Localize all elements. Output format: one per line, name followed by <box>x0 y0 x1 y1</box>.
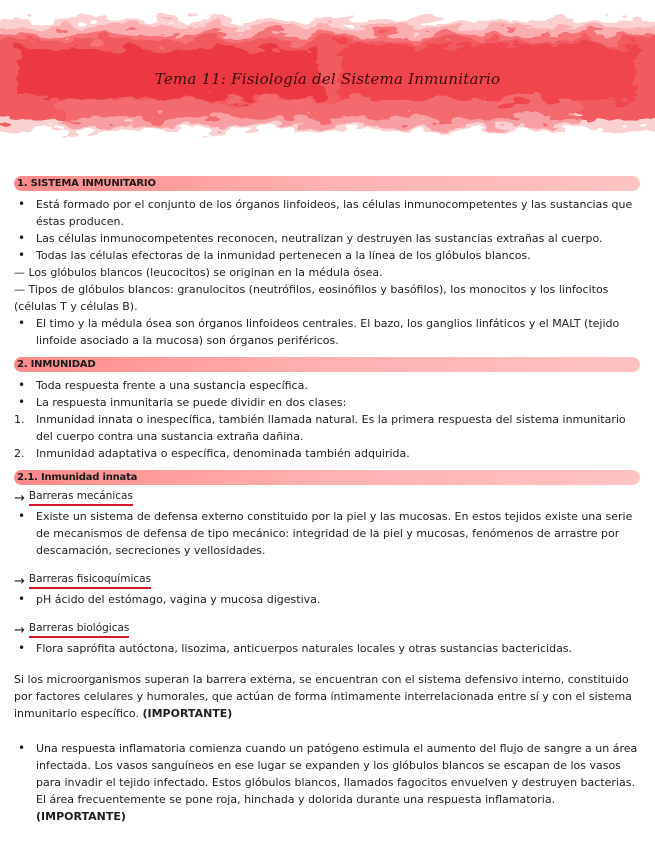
subheading-label: Barreras biológicas <box>29 622 129 638</box>
bullet-list <box>14 591 640 608</box>
list-item: • pH ácido del estómago, vagina y mucosa digestiva. <box>14 591 640 608</box>
dash-line: — Tipos de glóbulos blancos: granulocitos (neutrófilos, eosinófilos y basófilos), los monocitos y los linfocitos (células T y células B). <box>14 283 609 313</box>
list-item: • Flora saprófita autóctona, lisozima, anticuerpos naturales locales y otras sustancias bactericidas. <box>14 640 640 657</box>
bullet-list <box>14 640 640 657</box>
paragraph-defensa-interna <box>14 671 640 722</box>
bullet-list <box>14 740 640 825</box>
item-text: Una respuesta inflamatoria comienza cuando un patógeno estimula el aumento del flujo de sangre a un área infectada. Los vasos sanguíneos en ese lugar se expanden y los glóbulos blancos se escapan de los vasos para invadir el tejido infectado. Estos glóbulos blancos, llamados fagocitos envuelven y destruyen bacterias. El área frecuentemente se pone roja, hinchada y dolorida durante una respuesta inflamatoria. <box>36 742 638 806</box>
section-header-inmunidad <box>14 357 640 372</box>
list-item: • Está formado por el conjunto de los órganos linfoideos, las células inmunocompetentes y las sustancias que éstas producen. <box>14 196 640 230</box>
list-item: • Existe un sistema de defensa externo constituido por la piel y las mucosas. En estos tejidos existe una serie de mecanismos de defensa de tipo mecánico: integridad de la piel y mucosas, fenómenos de arrastre por descamación, secreciones y vellosidades. <box>14 508 640 559</box>
important-tag: (IMPORTANTE) <box>142 707 233 720</box>
document-body <box>14 176 640 825</box>
important-tag: (IMPORTANTE) <box>36 810 126 823</box>
item-text: Inmunidad adaptativa o específica, denominada también adquirida. <box>36 447 410 460</box>
item-number: 2. <box>14 447 25 460</box>
item-number: 1. <box>14 413 25 426</box>
numbered-item <box>14 411 640 445</box>
list-item: • La respuesta inmunitaria se puede dividir en dos clases: <box>14 394 640 411</box>
section-title: 2. INMUNIDAD <box>17 359 96 370</box>
bullet-list <box>14 508 640 559</box>
list-item: • Las células inmunocompetentes reconocen, neutralizan y destruyen las sustancias extrañas al cuerpo. <box>14 230 640 247</box>
list-item: • Toda respuesta frente a una sustancia específica. <box>14 377 640 394</box>
section-header-inmunidad-innata <box>14 470 640 485</box>
subheading-barreras-biologicas <box>14 622 640 638</box>
bullet-list <box>14 315 640 349</box>
section-title: 1. SISTEMA INMUNITARIO <box>17 178 156 189</box>
item-text: Inmunidad innata o inespecífica, también llamada natural. Es la primera respuesta del sistema inmunitario del cuerpo contra una sustancia extraña dañina. <box>36 413 626 443</box>
subheading-barreras-mecanicas <box>14 490 640 506</box>
list-item: • El timo y la médula ósea son órganos linfoideos centrales. El bazo, los ganglios linfáticos y el MALT (tejido linfoide asociado a la mucosa) son órganos periféricos. <box>14 315 640 349</box>
section-title: 2.1. Inmunidad innata <box>17 472 138 483</box>
subheading-barreras-fisicoquimicas <box>14 573 640 589</box>
dash-line: — Los glóbulos blancos (leucocitos) se originan en la médula ósea. <box>14 266 383 279</box>
bullet-list <box>14 377 640 411</box>
paragraph-text: Si los microorganismos superan la barrera externa, se encuentran con el sistema defensivo interno, constituido por factores celulares y humorales, que actúan de forma íntimamente interrelacionada entre sí y con el sistema inmunitario específico. <box>14 673 632 720</box>
arrow-icon: → <box>14 622 25 638</box>
numbered-item <box>14 445 640 462</box>
list-item <box>14 740 640 825</box>
numbered-list <box>14 411 640 462</box>
subheading-label: Barreras mecánicas <box>29 490 133 506</box>
arrow-icon: → <box>14 573 25 589</box>
subheading-label: Barreras fisicoquímicas <box>29 573 151 589</box>
list-item: • Todas las células efectoras de la inmunidad pertenecen a la línea de los glóbulos blancos. <box>14 247 640 264</box>
arrow-icon: → <box>14 490 25 506</box>
section-header-sistema-inmunitario <box>14 176 640 191</box>
page-title: Tema 11: Fisiología del Sistema Inmunitario <box>154 70 501 88</box>
bullet-list <box>14 196 640 264</box>
